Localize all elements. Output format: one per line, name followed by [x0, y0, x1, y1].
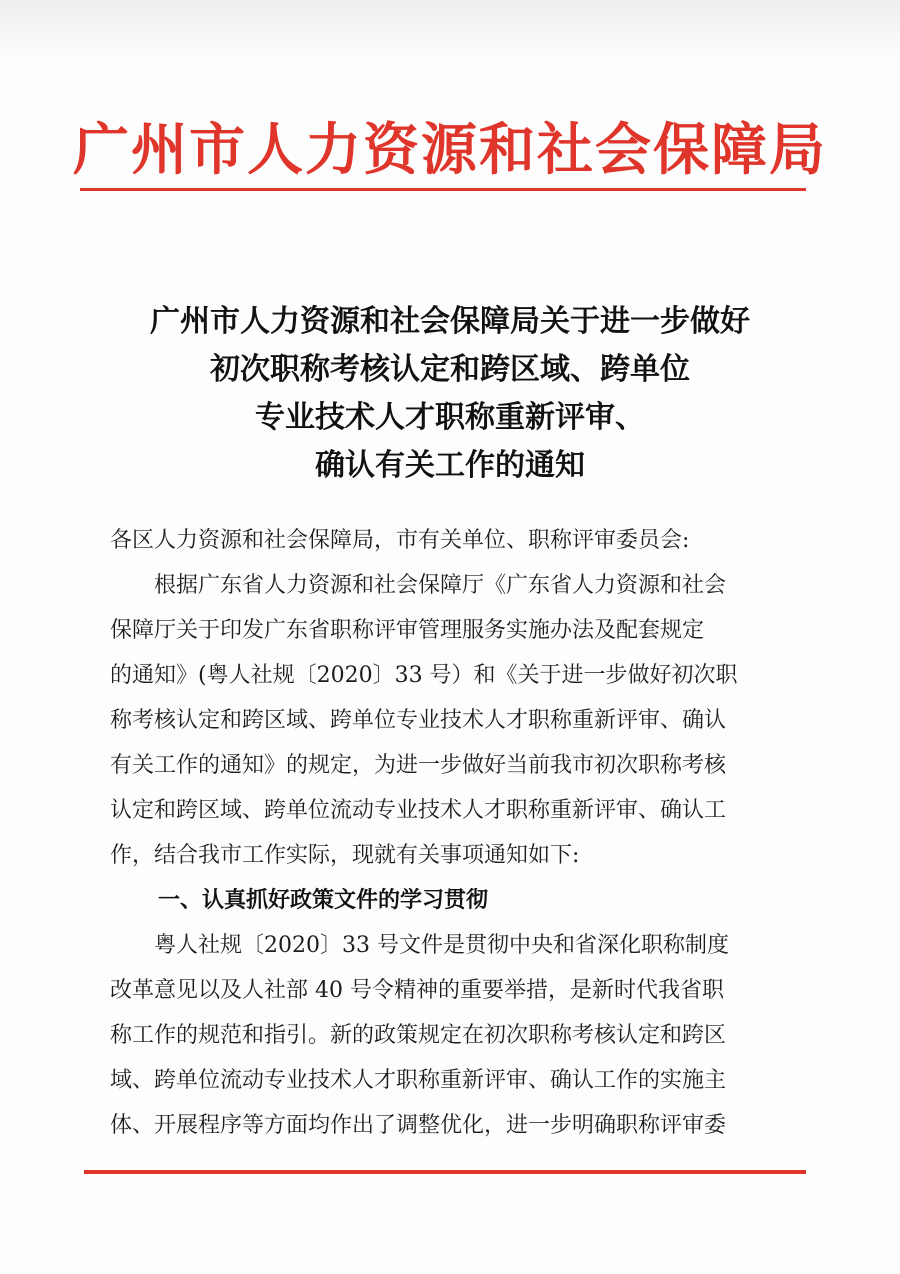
paragraph-line: 称工作的规范和指引。新的政策规定在初次职称考核认定和跨区 — [110, 1023, 727, 1048]
paragraph-line: 体、开展程序等方面均作出了调整优化，进一步明确职称评审委 — [110, 1113, 727, 1138]
paragraph-line: 的通知》(粤人社规〔2020〕33 号）和《关于进一步做好初次职 — [110, 663, 738, 688]
footer-red-rule — [84, 1170, 806, 1174]
paragraph-line: 粤人社规〔2020〕33 号文件是贯彻中央和省深化职称制度 — [110, 933, 729, 958]
letterhead-red-rule — [80, 188, 806, 191]
paragraph-2 — [110, 923, 790, 1148]
paragraph-line: 根据广东省人力资源和社会保障厅《广东省人力资源和社会 — [110, 573, 727, 598]
paragraph-line: 作，结合我市工作实际，现就有关事项通知如下: — [110, 843, 580, 868]
letterhead-org-name: 广州市人力资源和社会保障局 — [73, 118, 827, 183]
paragraph-line: 域、跨单位流动专业技术人才职称重新评审、确认工作的实施主 — [110, 1068, 727, 1093]
document-title — [0, 298, 900, 490]
scan-shadow — [0, 0, 900, 60]
title-line: 广州市人力资源和社会保障局关于进一步做好 — [150, 304, 750, 339]
salutation: 各区人力资源和社会保障局，市有关单位、职称评审委员会: — [110, 528, 690, 553]
title-line: 初次职称考核认定和跨区域、跨单位 — [210, 352, 690, 387]
paragraph-line: 称考核认定和跨区域、跨单位专业技术人才职称重新评审、确认 — [110, 708, 727, 733]
section-heading-1: 一、认真抓好政策文件的学习贯彻 — [158, 888, 489, 913]
paragraph-1 — [110, 563, 790, 878]
paragraph-line: 改革意见以及人社部 40 号令精神的重要举措，是新时代我省职 — [110, 978, 724, 1003]
title-line: 确认有关工作的通知 — [315, 448, 585, 483]
paragraph-line: 有关工作的通知》的规定，为进一步做好当前我市初次职称考核 — [110, 753, 727, 778]
title-line: 专业技术人才职称重新评审、 — [255, 400, 645, 435]
paragraph-line: 保障厅关于印发广东省职称评审管理服务实施办法及配套规定 — [110, 618, 705, 643]
paragraph-line: 认定和跨区域、跨单位流动专业技术人才职称重新评审、确认工 — [110, 798, 727, 823]
